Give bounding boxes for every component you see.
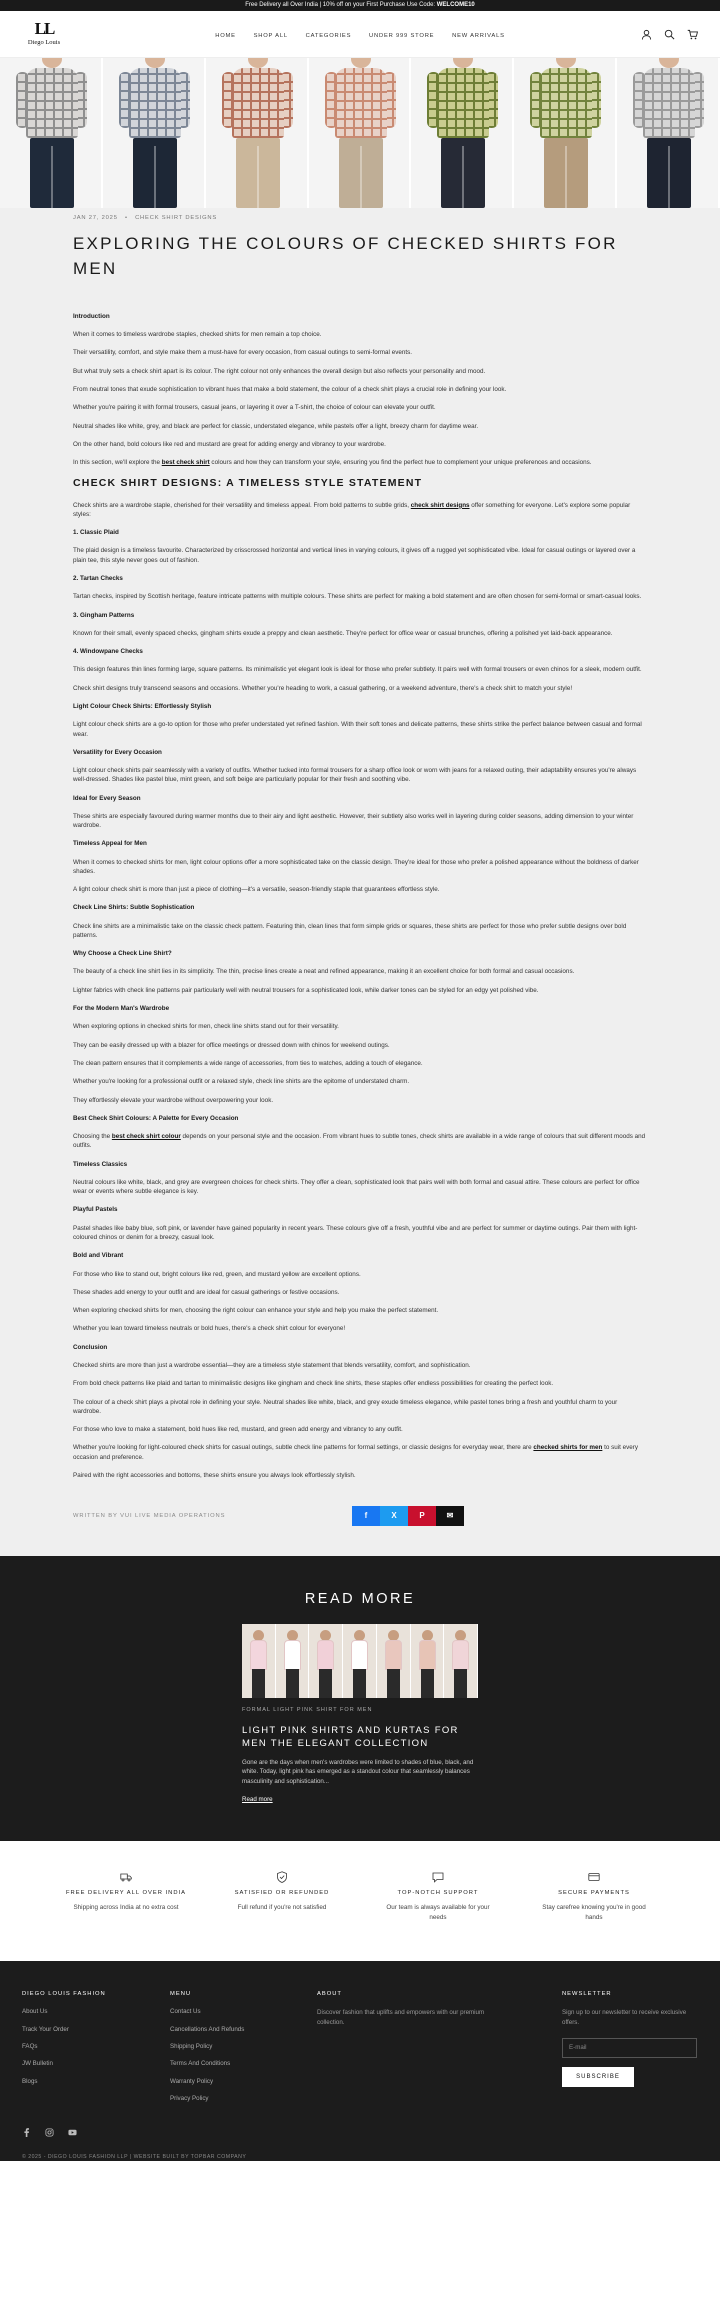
- checked-shirt: [643, 68, 695, 138]
- model-figure: [377, 1624, 411, 1698]
- instagram-icon[interactable]: [45, 2128, 54, 2137]
- announcement-text: Free Delivery all Over India | 10% off on your First Purchase Use Code:: [245, 2, 437, 8]
- subheading: 1. Classic Plaid: [73, 529, 119, 537]
- footer-link-privacy[interactable]: Privacy Policy: [170, 2094, 209, 2102]
- checked-shirt: [437, 68, 489, 138]
- read-more-section: [0, 1556, 720, 1841]
- model-figure: [309, 1624, 343, 1698]
- subheading: Bold and Vibrant: [73, 1252, 124, 1260]
- checked-shirt: [540, 68, 592, 138]
- pink-shirt: [385, 1640, 402, 1670]
- pink-shirt: [284, 1640, 301, 1670]
- pink-shirt: [351, 1640, 368, 1670]
- feature-item: [48, 1871, 204, 1961]
- trousers: [30, 138, 74, 208]
- paragraph: These shades add energy to your outfit and are ideal for casual gatherings or festive occasions.: [73, 1288, 340, 1296]
- main-nav: [0, 31, 720, 40]
- paragraph: Pastel shades like baby blue, soft pink, or lavender have gained popularity in recent years. These colours give off a fresh, youthful vibe and are perfect for summer or daytime outings. Pair them with light-coloured chinos or denim for a breezy, casual look.: [73, 1224, 638, 1241]
- nav-home[interactable]: HOME: [215, 33, 236, 39]
- paragraph: Light colour check shirts are a go-to option for those who prefer understated yet refined fashion. With their soft tones and delicate patterns, these shirts strike the perfect balance between casual and formal wear.: [73, 721, 642, 738]
- paragraph: This design features thin lines forming large, square patterns. Its minimalistic yet elegant look is ideal for those who prefer subtlety. It pairs well with formal trousers or even chinos for a sleek, modern outfit.: [73, 666, 642, 674]
- paragraph: When exploring checked shirts for men, choosing the right colour can enhance your style and help you make the perfect statement.: [73, 1307, 439, 1315]
- model-head: [659, 58, 679, 68]
- model-figure: [343, 1624, 377, 1698]
- model-head: [351, 58, 371, 68]
- hero-product-tile[interactable]: [617, 58, 720, 208]
- paragraph: Whether you're pairing it with formal trousers, casual jeans, or layering it over a T-shirt, the choice of colour can elevate your outfit.: [73, 404, 436, 412]
- paragraph: For those who love to make a statement, bold hues like red, mustard, and green add energy and vibrancy to any outfit.: [73, 1426, 403, 1434]
- article-date: JAN 27, 2025: [73, 215, 118, 221]
- subheading: Light Colour Check Shirts: Effortlessly Stylish: [73, 703, 212, 711]
- paragraph: Neutral shades like white, grey, and black are perfect for classic, understated elegance, while pastels offer a light, breezy charm for daytime wear.: [73, 422, 479, 430]
- nav-categories[interactable]: CATEGORIES: [305, 33, 352, 39]
- delivery-icon: [120, 1871, 132, 1883]
- paragraph: Check shirt designs truly transcend seasons and occasions. Whether you're heading to work, a casual gathering, or a weekend adventure, there's a check shirt to match your style!: [73, 684, 573, 692]
- subheading: Why Choose a Check Line Shirt?: [73, 950, 172, 958]
- footer-about-text: Discover fashion that uplifts and empowers with our premium collection.: [317, 2009, 485, 2027]
- shield-icon: [276, 1871, 288, 1883]
- site-footer: [0, 1961, 720, 2161]
- inline-link[interactable]: check shirt designs: [410, 501, 470, 509]
- paragraph: Neutral colours like white, black, and grey are evergreen choices for check shirts. They offer a clean, sophisticated look that pairs well with both formal and casual attire. These colours are perfect for office wear or events where subtle elegance is key.: [73, 1179, 640, 1196]
- model-figure: [411, 1624, 445, 1698]
- paragraph: They effortlessly elevate your wardrobe without overpowering your look.: [73, 1096, 274, 1104]
- paragraph: The beauty of a check line shirt lies in its simplicity. The thin, precise lines create a neat and refined appearance, making it an excellent choice for both formal and casual occasions.: [73, 968, 575, 976]
- facebook-share-button[interactable]: f: [352, 1506, 380, 1526]
- site-header: [0, 11, 720, 58]
- model-head: [145, 58, 165, 68]
- paragraph: In this section, we'll explore the best check shirt colours and how they can transform your style, ensuring you find the perfect hue to complement your unique preferences and occasions.: [73, 459, 592, 467]
- nav-under-999-store[interactable]: UNDER 999 STORE: [368, 33, 435, 39]
- feature-desc: Shipping across India at no extra cost: [73, 1904, 179, 1912]
- footer-col-brand: [22, 1990, 106, 2095]
- trousers: [647, 138, 691, 208]
- section-heading: CHECK SHIRT DESIGNS: A TIMELESS STYLE STATEMENT: [73, 477, 423, 490]
- subheading: Timeless Appeal for Men: [73, 840, 147, 848]
- subheading: For the Modern Man's Wardrobe: [73, 1005, 170, 1013]
- feature-title: SECURE PAYMENTS: [558, 1890, 630, 1897]
- subheading: Check Line Shirts: Subtle Sophistication: [73, 904, 195, 912]
- paragraph: A light colour check shirt is more than just a piece of clothing—it's a versatile, season-friendly staple that guarantees effortless style.: [73, 886, 440, 894]
- model-figure: [444, 1624, 478, 1698]
- footer-col-menu: [170, 1990, 244, 2112]
- article-section: [0, 208, 720, 1556]
- article-category[interactable]: CHECK SHIRT DESIGNS: [135, 215, 218, 221]
- subheading: 2. Tartan Checks: [73, 574, 123, 582]
- paragraph: When it comes to timeless wardrobe staples, checked shirts for men remain a top choice.: [73, 330, 322, 338]
- trousers: [544, 138, 588, 208]
- hero-product-tile[interactable]: [206, 58, 309, 208]
- paragraph: When it comes to checked shirts for men, light colour options offer a more sophisticated take on the classic design. They're ideal for those who prefer a polished appearance without the boldness of darker shades.: [73, 858, 639, 875]
- pink-shirt: [452, 1640, 469, 1670]
- subheading: Introduction: [73, 312, 110, 320]
- paragraph: They can be easily dressed up with a blazer for office meetings or dressed down with chinos for weekend outings.: [73, 1041, 390, 1049]
- article-body: [73, 312, 647, 1480]
- paragraph: Known for their small, evenly spaced checks, gingham shirts exude a preppy and clean aesthetic. They're perfect for office wear or casual brunches, offering a polished yet laid-back appearance.: [73, 629, 613, 637]
- trousers: [319, 1669, 332, 1698]
- article-title: EXPLORING THE COLOURS OF CHECKED SHIRTS FOR MEN: [73, 234, 618, 279]
- social-links: [22, 2128, 77, 2137]
- model-head: [248, 58, 268, 68]
- trousers: [454, 1669, 467, 1698]
- trousers: [353, 1669, 366, 1698]
- model-head: [556, 58, 576, 68]
- read-more-link[interactable]: Read more: [242, 1796, 273, 1804]
- meta-separator: •: [120, 215, 133, 221]
- trousers: [286, 1669, 299, 1698]
- copyright: © 2025 - DIEGO LOUIS FASHION LLP | WEBSITE BUILT BY TOPBAR COMPANY: [22, 2154, 247, 2161]
- subscribe-button[interactable]: SUBSCRIBE: [562, 2067, 634, 2087]
- footer-link-terms[interactable]: Terms And Conditions: [170, 2060, 231, 2068]
- paragraph: The clean pattern ensures that it complements a wide range of accessories, from ties to watches, adding a touch of elegance.: [73, 1060, 423, 1068]
- cart-icon[interactable]: [687, 29, 698, 40]
- subheading: Timeless Classics: [73, 1160, 128, 1168]
- subheading: Playful Pastels: [73, 1206, 118, 1214]
- checked-shirt: [129, 68, 181, 138]
- paragraph: Check line shirts are a minimalistic take on the classic check pattern. Featuring thin, clean lines that form simple grids or squares, these shirts are perfect for those who prefer subtle designs over bold patterns.: [73, 922, 627, 939]
- hero-banner: [0, 58, 720, 208]
- checked-shirt: [26, 68, 78, 138]
- paragraph: Checked shirts are more than just a wardrobe essential—they are a timeless style statement that blends versatility, comfort, and sophistication.: [73, 1362, 471, 1370]
- read-more-image[interactable]: [242, 1624, 478, 1698]
- footer-link-warranty[interactable]: Warranty Policy: [170, 2077, 214, 2085]
- subheading: Conclusion: [73, 1343, 108, 1351]
- trousers: [387, 1669, 400, 1698]
- model-head: [42, 58, 62, 68]
- trousers: [339, 138, 383, 208]
- paragraph: Their versatility, comfort, and style make them a must-have for every occasion, from casual outings to semi-formal events.: [73, 349, 412, 357]
- feature-title: SATISFIED OR REFUNDED: [234, 1890, 330, 1897]
- hero-product-tile[interactable]: [0, 58, 103, 208]
- read-more-category[interactable]: FORMAL LIGHT PINK SHIRT FOR MEN: [242, 1707, 373, 1714]
- feature-item: [204, 1871, 360, 1961]
- feature-item: [360, 1871, 516, 1961]
- paragraph: For those who like to stand out, bright colours like red, green, and mustard yellow are excellent options.: [73, 1270, 361, 1278]
- article: [73, 208, 647, 1556]
- account-icon[interactable]: [641, 29, 652, 40]
- footer-link-cancellations[interactable]: Cancellations And Refunds: [170, 2025, 245, 2033]
- footer-link-track-order[interactable]: Track Your Order: [22, 2025, 69, 2033]
- trousers: [133, 138, 177, 208]
- article-meta: [73, 214, 647, 222]
- logo-mark: LL: [34, 19, 54, 38]
- paragraph: Tartan checks, inspired by Scottish heritage, feature intricate patterns with multiple colours. These shirts are perfect for making a bold statement and are often chosen for semi-formal or smart-casual looks.: [73, 593, 642, 601]
- paragraph: On the other hand, bold colours like red and mustard are great for adding energy and vibrancy to your wardrobe.: [73, 440, 386, 448]
- footer-col-title: NEWSLETTER: [562, 1991, 612, 1998]
- read-more-card[interactable]: [242, 1624, 478, 1805]
- trousers: [236, 138, 280, 208]
- trousers: [421, 1669, 434, 1698]
- paragraph: But what truly sets a check shirt apart is its colour. The right colour not only enhances the overall design but also reflects your personality and mood.: [73, 367, 486, 375]
- footer-col-title: ABOUT: [317, 1991, 342, 1998]
- features-bar: [0, 1841, 720, 1961]
- nav-shop-all[interactable]: SHOP ALL: [253, 33, 288, 39]
- inline-link[interactable]: best check shirt: [161, 459, 210, 467]
- x-share-button[interactable]: X: [380, 1506, 408, 1526]
- trousers: [441, 138, 485, 208]
- footer-col-title: MENU: [170, 1991, 192, 1998]
- youtube-icon[interactable]: [68, 2128, 77, 2137]
- paragraph: The colour of a check shirt plays a pivotal role in defining your style. Neutral shades like white, black, and grey exude timeless elegance, while pastel tones bring a fresh and youthful charm to your wardrobe.: [73, 1398, 618, 1415]
- footer-link-contact-us[interactable]: Contact Us: [170, 2008, 201, 2016]
- feature-desc: Stay carefree knowing you're in good hands: [542, 1904, 646, 1921]
- promo-code: WELCOME10: [436, 2, 475, 8]
- paragraph: Light colour check shirts pair seamlessly with a variety of outfits. Whether tucked into formal trousers for a sharp office look or worn with jeans for a relaxed outing, their adaptability ensures you're always well-dressed. Shades like pastel blue, mint green, and soft beige are particularly popular for their fresh and soothing vibe.: [73, 767, 637, 784]
- read-more-title: READ MORE: [304, 1591, 416, 1608]
- feature-desc: Full refund if you're not satisfied: [237, 1904, 327, 1912]
- feature-title: TOP-NOTCH SUPPORT: [397, 1890, 479, 1897]
- newsletter-email-input[interactable]: E-mail: [562, 2038, 697, 2058]
- feature-title: FREE DELIVERY ALL OVER INDIA: [65, 1890, 187, 1897]
- inline-link[interactable]: checked shirts for men: [533, 1444, 603, 1452]
- footer-link-about-us[interactable]: About Us: [22, 2008, 48, 2016]
- footer-link-faqs[interactable]: FAQs: [22, 2042, 38, 2050]
- footer-col-about: [317, 1990, 487, 2028]
- trousers: [252, 1669, 265, 1698]
- pink-shirt: [317, 1640, 334, 1670]
- footer-col-title: DIEGO LOUIS FASHION: [22, 1991, 106, 1998]
- author-credit: WRITTEN BY VUI LIVE MEDIA OPERATIONS: [73, 1512, 226, 1519]
- checked-shirt: [232, 68, 284, 138]
- paragraph: The plaid design is a timeless favourite. Characterized by crisscrossed horizontal and vertical lines in varying colours, it gives off a rugged yet sophisticated vibe. Ideal for casual outings or layered over a plain tee, this style never goes out of fashion.: [73, 547, 636, 564]
- model-figure: [276, 1624, 310, 1698]
- logo-text: Diego Louis: [27, 39, 61, 46]
- hero-product-tile[interactable]: [411, 58, 514, 208]
- header-icons: [641, 29, 698, 40]
- paragraph: Paired with the right accessories and bottoms, these shirts ensure you always look effortlessly stylish.: [73, 1471, 356, 1479]
- newsletter-text: Sign up to our newsletter to receive exclusive offers.: [562, 2009, 687, 2027]
- facebook-icon[interactable]: [22, 2128, 31, 2137]
- feature-item: [516, 1871, 672, 1961]
- footer-link-shipping-policy[interactable]: Shipping Policy: [170, 2042, 213, 2050]
- chat-icon: [432, 1871, 444, 1883]
- hero-product-tile[interactable]: [309, 58, 412, 208]
- model-figure: [242, 1624, 276, 1698]
- read-more-excerpt: Gone are the days when men's wardrobes were limited to shades of blue, black, and white. Today, light pink has emerged as a standout colour that seamlessly balances masculinity and sophistication...: [242, 1758, 474, 1785]
- subheading: 3. Gingham Patterns: [73, 611, 135, 619]
- paragraph: From neutral tones that exude sophistication to vibrant hues that make a bold statement, the colour of a check shirt plays a crucial role in defining your look.: [73, 385, 507, 393]
- email-share-button[interactable]: ✉: [436, 1506, 464, 1526]
- hero-tiles: [0, 58, 720, 208]
- paragraph: Check shirts are a wardrobe staple, cherished for their versatility and timeless appeal. From bold patterns to subtle grids, check shirt designs offer something for everyone. Let's explore some popular styles:: [73, 501, 631, 518]
- announcement-bar: [0, 0, 720, 11]
- paragraph: Whether you lean toward timeless neutrals or bold hues, there's a check shirt colour for everyone!: [73, 1325, 346, 1333]
- inline-link[interactable]: best check shirt colour: [111, 1133, 181, 1141]
- pinterest-share-button[interactable]: P: [408, 1506, 436, 1526]
- search-icon[interactable]: [664, 29, 675, 40]
- footer-link-jw-bulletin[interactable]: JW Bulletin: [22, 2060, 53, 2068]
- subheading: Versatility for Every Occasion: [73, 748, 162, 756]
- paragraph: When exploring options in checked shirts for men, check line shirts stand out for their versatility.: [73, 1023, 339, 1031]
- footer-col-newsletter: [562, 1990, 702, 2087]
- checked-shirt: [335, 68, 387, 138]
- subheading: Ideal for Every Season: [73, 794, 141, 802]
- model-head: [453, 58, 473, 68]
- hero-product-tile[interactable]: [514, 58, 617, 208]
- paragraph: Whether you're looking for a professional outfit or a relaxed style, check line shirts are the epitome of understated charm.: [73, 1078, 410, 1086]
- subheading: Best Check Shirt Colours: A Palette for Every Occasion: [73, 1114, 239, 1122]
- hero-product-tile[interactable]: [103, 58, 206, 208]
- pink-shirt: [419, 1640, 436, 1670]
- subheading: 4. Windowpane Checks: [73, 648, 143, 656]
- footer-link-blogs[interactable]: Blogs: [22, 2077, 38, 2085]
- paragraph: Lighter fabrics with check line patterns pair particularly well with neutral trousers for a sophisticated look, while darker tones can be styled for an edgy yet polished vibe.: [73, 986, 539, 994]
- pink-shirt: [250, 1640, 267, 1670]
- paragraph: Choosing the best check shirt colour depends on your personal style and the occasion. From vibrant hues to subtle tones, check shirts are available in a wide range of colours that suit different moods and outfits.: [73, 1133, 646, 1150]
- nav-new-arrivals[interactable]: NEW ARRIVALS: [452, 33, 505, 39]
- paragraph: From bold check patterns like plaid and tartan to minimalistic designs like gingham and check line shirts, these staples offer endless possibilities for creating the perfect look.: [73, 1380, 554, 1388]
- article-footer: [73, 1506, 647, 1526]
- read-more-heading[interactable]: LIGHT PINK SHIRTS AND KURTAS FOR MEN THE ELEGANT COLLECTION: [242, 1724, 459, 1750]
- payment-icon: [588, 1871, 600, 1883]
- feature-desc: Our team is always available for your needs: [386, 1904, 490, 1921]
- paragraph: These shirts are especially favoured during warmer months due to their airy and light aesthetic. However, their subtlety also works well in layering during colder seasons, adding dimension to your winter wardrobe.: [73, 812, 634, 830]
- share-buttons: [352, 1506, 464, 1526]
- paragraph: Whether you're looking for light-coloured check shirts for casual outings, subtle check line patterns for formal settings, or classic designs for everyday wear, there are checked shirts for men to suit every occasion and preference.: [73, 1444, 639, 1461]
